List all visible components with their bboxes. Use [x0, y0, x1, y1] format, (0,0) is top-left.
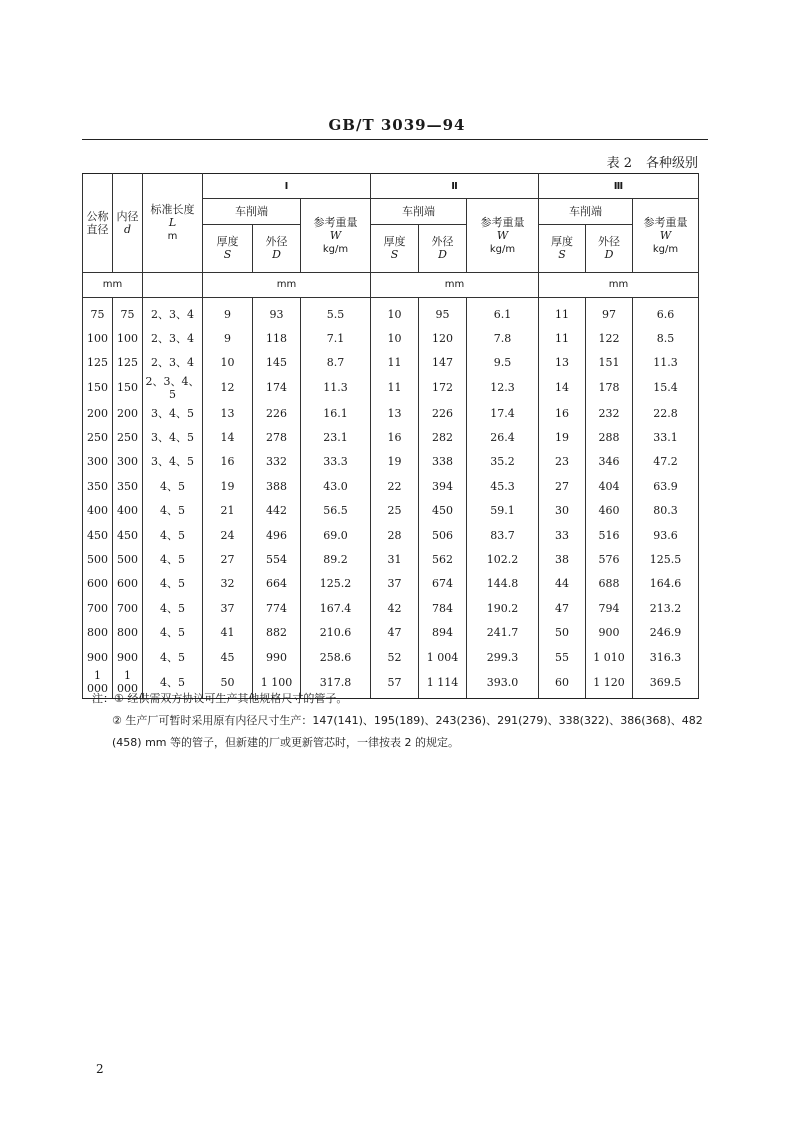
table-cell: 2、3、4 [143, 326, 203, 350]
table-cell: 317.8 [301, 669, 371, 699]
table-cell: 69.0 [301, 523, 371, 547]
table-cell: 2、3、4、5 [143, 375, 203, 401]
table-cell: 562 [419, 547, 467, 571]
g1-thickness-header: 厚度 S [203, 224, 253, 272]
table-cell: 6.1 [467, 298, 539, 327]
table-cell: 200 [83, 401, 113, 425]
table-cell: 350 [113, 474, 143, 498]
table-cell: 500 [83, 547, 113, 571]
table-cell: 213.2 [633, 596, 699, 620]
table-cell: 288 [586, 425, 633, 449]
table-cell: 122 [586, 326, 633, 350]
table-cell: 246.9 [633, 620, 699, 644]
table-cell: 37 [203, 596, 253, 620]
table-cell: 300 [113, 450, 143, 474]
table-cell: 232 [586, 401, 633, 425]
table-cell: 13 [203, 401, 253, 425]
g2-thickness-header: 厚度 S [371, 224, 419, 272]
table-cell: 338 [419, 450, 467, 474]
table-cell: 506 [419, 523, 467, 547]
g3-weight-header: 参考重量 W kg/m [633, 199, 699, 272]
table-row [83, 326, 699, 350]
table-cell: 100 [83, 326, 113, 350]
table-cell: 11.3 [301, 375, 371, 401]
table-cell: 19 [203, 474, 253, 498]
table-cell: 600 [113, 572, 143, 596]
table-row [83, 499, 699, 523]
table-cell: 14 [539, 375, 586, 401]
g3-outer-header: 外径 D [586, 224, 633, 272]
table-cell: 794 [586, 596, 633, 620]
table-cell: 150 [113, 375, 143, 401]
table-cell: 5.5 [301, 298, 371, 327]
table-cell: 89.2 [301, 547, 371, 571]
table-cell: 7.8 [467, 326, 539, 350]
table-row [83, 523, 699, 547]
table-cell: 12 [203, 375, 253, 401]
table-cell: 664 [253, 572, 301, 596]
table-cell: 178 [586, 375, 633, 401]
g2-outer-header: 外径 D [419, 224, 467, 272]
table-cell: 4、5 [143, 620, 203, 644]
table-cell: 27 [539, 474, 586, 498]
grade-3-header: Ⅲ [539, 174, 699, 199]
table-cell: 11 [539, 298, 586, 327]
table-cell: 147 [419, 351, 467, 375]
table-cell: 167.4 [301, 596, 371, 620]
table-cell: 1 100 [253, 669, 301, 699]
table-cell: 1 120 [586, 669, 633, 699]
unit-mm-g1: mm [203, 272, 371, 297]
table-cell: 16 [203, 450, 253, 474]
table-cell: 16 [371, 425, 419, 449]
table-cell: 900 [586, 620, 633, 644]
table-cell: 50 [203, 669, 253, 699]
table-row [83, 298, 699, 327]
table-cell: 12.3 [467, 375, 539, 401]
table-cell: 784 [419, 596, 467, 620]
table-cell: 14 [203, 425, 253, 449]
table-cell: 10 [371, 326, 419, 350]
table-cell: 400 [113, 499, 143, 523]
table-cell: 190.2 [467, 596, 539, 620]
table-cell: 4、5 [143, 547, 203, 571]
table-cell: 28 [371, 523, 419, 547]
table-cell: 15.4 [633, 375, 699, 401]
table-cell: 442 [253, 499, 301, 523]
header-rule [82, 139, 708, 140]
table-cell: 226 [419, 401, 467, 425]
table-cell: 45.3 [467, 474, 539, 498]
table-cell: 63.9 [633, 474, 699, 498]
g2-weight-header: 参考重量 W kg/m [467, 199, 539, 272]
grade-2-header: Ⅱ [371, 174, 539, 199]
table-cell: 22.8 [633, 401, 699, 425]
table-cell: 1 114 [419, 669, 467, 699]
table-cell: 4、5 [143, 474, 203, 498]
col-standard-length: 标准长度 L m [143, 174, 203, 273]
table-cell: 350 [83, 474, 113, 498]
table-row [83, 450, 699, 474]
g1-turned-end: 车削端 [203, 199, 301, 224]
table-cell: 23.1 [301, 425, 371, 449]
table-cell: 1 000 [113, 669, 143, 699]
col-inner-diameter: 内径 d [113, 174, 143, 273]
table-row [83, 401, 699, 425]
table-cell: 700 [113, 596, 143, 620]
table-cell: 17.4 [467, 401, 539, 425]
table-cell: 13 [539, 351, 586, 375]
table-cell: 7.1 [301, 326, 371, 350]
standard-header: GB/T 3039—94 [328, 116, 466, 134]
table-cell: 80.3 [633, 499, 699, 523]
unit-blank [143, 272, 203, 297]
table-cell: 125 [83, 351, 113, 375]
table-cell: 894 [419, 620, 467, 644]
table-cell: 33.3 [301, 450, 371, 474]
table-cell: 500 [113, 547, 143, 571]
table-cell: 33 [539, 523, 586, 547]
table-cell: 8.7 [301, 351, 371, 375]
table-cell: 4、5 [143, 645, 203, 669]
table-cell: 16 [539, 401, 586, 425]
table-cell: 43.0 [301, 474, 371, 498]
table-cell: 774 [253, 596, 301, 620]
table-title: 各种级别 [645, 156, 698, 171]
table-cell: 75 [83, 298, 113, 327]
unit-mm-g3: mm [539, 272, 699, 297]
note-1: 注：① 经供需双方协议可生产其他规格尺寸的管子。 [92, 692, 348, 705]
table-cell: 57 [371, 669, 419, 699]
table-cell: 59.1 [467, 499, 539, 523]
g2-turned-end: 车削端 [371, 199, 467, 224]
table-cell: 27 [203, 547, 253, 571]
table-cell: 37 [371, 572, 419, 596]
note-2: ② 生产厂可暂时采用原有内径尺寸生产：147(141)、195(189)、243(236)、291(279)、338(322)、386(368)、482 [112, 714, 703, 727]
table-cell: 9 [203, 298, 253, 327]
table-cell: 75 [113, 298, 143, 327]
table-cell: 144.8 [467, 572, 539, 596]
table-cell: 688 [586, 572, 633, 596]
table-cell: 200 [113, 401, 143, 425]
table-cell: 38 [539, 547, 586, 571]
table-cell: 16.1 [301, 401, 371, 425]
table-cell: 93.6 [633, 523, 699, 547]
table-cell: 11 [371, 375, 419, 401]
table-cell: 278 [253, 425, 301, 449]
table-cell: 8.5 [633, 326, 699, 350]
table-cell: 97 [586, 298, 633, 327]
table-cell: 172 [419, 375, 467, 401]
table-cell: 394 [419, 474, 467, 498]
table-cell: 241.7 [467, 620, 539, 644]
table-cell: 450 [419, 499, 467, 523]
table-cell: 388 [253, 474, 301, 498]
table-cell: 2、3、4 [143, 351, 203, 375]
table-cell: 3、4、5 [143, 450, 203, 474]
table-cell: 19 [371, 450, 419, 474]
table-cell: 450 [113, 523, 143, 547]
table-cell: 26.4 [467, 425, 539, 449]
table-cell: 4、5 [143, 572, 203, 596]
g1-outer-header: 外径 D [253, 224, 301, 272]
table-cell: 45 [203, 645, 253, 669]
table-row [83, 572, 699, 596]
table-cell: 900 [83, 645, 113, 669]
table-row [83, 596, 699, 620]
table-cell: 13 [371, 401, 419, 425]
table-cell: 800 [83, 620, 113, 644]
pipe-grade-table [82, 173, 699, 699]
table-cell: 226 [253, 401, 301, 425]
table-number: 表 2 [606, 156, 632, 171]
table-row [83, 425, 699, 449]
table-cell: 118 [253, 326, 301, 350]
table-cell: 24 [203, 523, 253, 547]
table-cell: 21 [203, 499, 253, 523]
table-cell: 32 [203, 572, 253, 596]
table-cell: 990 [253, 645, 301, 669]
table-cell: 11 [371, 351, 419, 375]
g1-weight-header: 参考重量 W kg/m [301, 199, 371, 272]
table-cell: 151 [586, 351, 633, 375]
table-cell: 1 000 [83, 669, 113, 699]
table-cell: 47.2 [633, 450, 699, 474]
table-cell: 22 [371, 474, 419, 498]
table-cell: 3、4、5 [143, 425, 203, 449]
table-cell: 800 [113, 620, 143, 644]
table-cell: 4、5 [143, 523, 203, 547]
table-cell: 4、5 [143, 596, 203, 620]
table-cell: 346 [586, 450, 633, 474]
table-cell: 60 [539, 669, 586, 699]
table-cell: 460 [586, 499, 633, 523]
page-number: 2 [96, 1062, 104, 1076]
table-cell: 600 [83, 572, 113, 596]
table-cell: 102.2 [467, 547, 539, 571]
table-row [83, 645, 699, 669]
unit-mm-diameter: mm [83, 272, 143, 297]
table-cell: 369.5 [633, 669, 699, 699]
table-cell: 55 [539, 645, 586, 669]
g3-turned-end: 车削端 [539, 199, 633, 224]
table-cell: 52 [371, 645, 419, 669]
table-cell: 516 [586, 523, 633, 547]
table-cell: 47 [371, 620, 419, 644]
table-cell: 3、4、5 [143, 401, 203, 425]
table-cell: 25 [371, 499, 419, 523]
table-cell: 393.0 [467, 669, 539, 699]
table-cell: 35.2 [467, 450, 539, 474]
table-cell: 145 [253, 351, 301, 375]
table-cell: 10 [203, 351, 253, 375]
table-cell: 250 [83, 425, 113, 449]
table-row [83, 474, 699, 498]
table-cell: 10 [371, 298, 419, 327]
table-cell: 404 [586, 474, 633, 498]
table-cell: 23 [539, 450, 586, 474]
table-caption [593, 152, 698, 171]
table-cell: 900 [113, 645, 143, 669]
table-cell: 174 [253, 375, 301, 401]
note-2-continued: (458) mm 等的管子，但新建的厂或更新管芯时，一律按表 2 的规定。 [112, 736, 459, 749]
table-cell: 576 [586, 547, 633, 571]
notes [92, 688, 712, 754]
col-nominal-diameter: 公称 直径 [83, 174, 113, 273]
table-cell: 125.2 [301, 572, 371, 596]
table-cell: 83.7 [467, 523, 539, 547]
table-cell: 1 010 [586, 645, 633, 669]
table-cell: 332 [253, 450, 301, 474]
table-cell: 4、5 [143, 499, 203, 523]
table-cell: 125.5 [633, 547, 699, 571]
table-cell: 120 [419, 326, 467, 350]
table-cell: 700 [83, 596, 113, 620]
table-cell: 300 [83, 450, 113, 474]
table-cell: 150 [83, 375, 113, 401]
table-cell: 316.3 [633, 645, 699, 669]
table-cell: 125 [113, 351, 143, 375]
table-cell: 31 [371, 547, 419, 571]
table-cell: 19 [539, 425, 586, 449]
table-cell: 56.5 [301, 499, 371, 523]
table-cell: 11.3 [633, 351, 699, 375]
table-cell: 496 [253, 523, 301, 547]
table-cell: 11 [539, 326, 586, 350]
table-cell: 4、5 [143, 669, 203, 699]
grade-1-header: I [203, 174, 371, 199]
table-cell: 882 [253, 620, 301, 644]
table-cell: 9 [203, 326, 253, 350]
table-cell: 93 [253, 298, 301, 327]
table-cell: 674 [419, 572, 467, 596]
table-body [83, 298, 699, 699]
table-cell: 41 [203, 620, 253, 644]
table-row [83, 375, 699, 401]
table-cell: 100 [113, 326, 143, 350]
table-cell: 258.6 [301, 645, 371, 669]
table-cell: 50 [539, 620, 586, 644]
table-cell: 210.6 [301, 620, 371, 644]
table-cell: 44 [539, 572, 586, 596]
table-cell: 33.1 [633, 425, 699, 449]
table-cell: 47 [539, 596, 586, 620]
table-cell: 1 004 [419, 645, 467, 669]
table-cell: 95 [419, 298, 467, 327]
unit-mm-g2: mm [371, 272, 539, 297]
table-cell: 2、3、4 [143, 298, 203, 327]
table-cell: 9.5 [467, 351, 539, 375]
table-cell: 450 [83, 523, 113, 547]
table-cell: 554 [253, 547, 301, 571]
table-cell: 164.6 [633, 572, 699, 596]
table-cell: 42 [371, 596, 419, 620]
table-cell: 6.6 [633, 298, 699, 327]
table-cell: 299.3 [467, 645, 539, 669]
g3-thickness-header: 厚度 S [539, 224, 586, 272]
table-cell: 400 [83, 499, 113, 523]
table-row [83, 620, 699, 644]
table-cell: 250 [113, 425, 143, 449]
table-cell: 30 [539, 499, 586, 523]
table-row [83, 351, 699, 375]
table-row [83, 547, 699, 571]
table-cell: 282 [419, 425, 467, 449]
